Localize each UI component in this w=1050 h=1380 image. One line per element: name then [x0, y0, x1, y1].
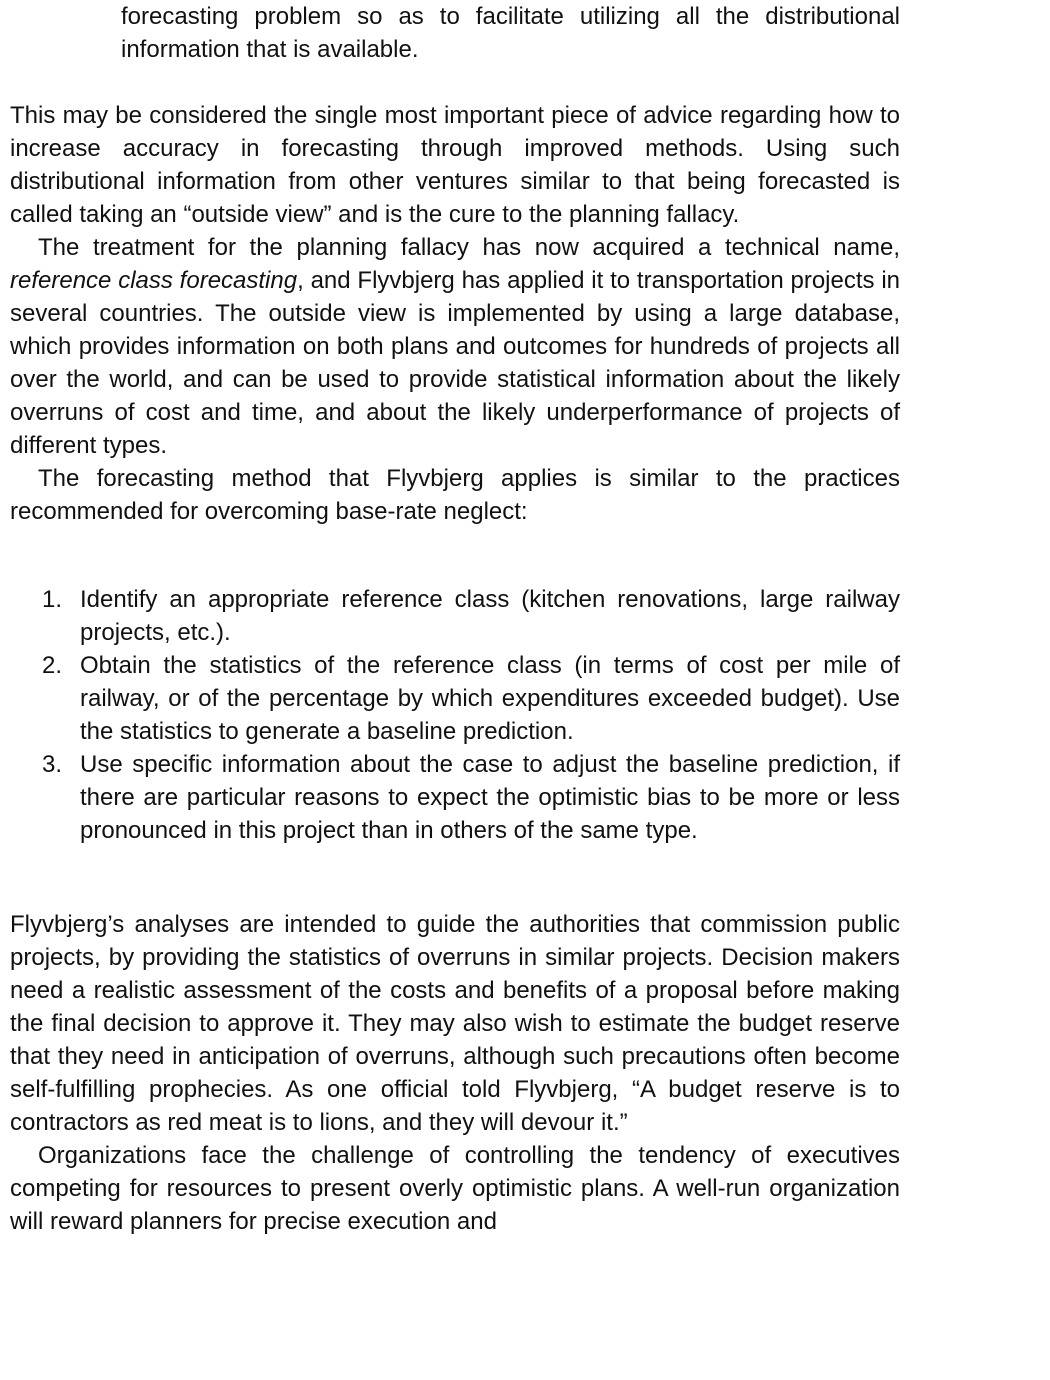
paragraph-organizations: Organizations face the challenge of controlling the tendency of executives competing for resources to present overly optimistic plans. A well-run organization will reward planners for precise execution and [10, 1142, 900, 1235]
list-item [10, 649, 900, 748]
list-item-text: Use specific information about the case to adjust the baseline prediction, if there are particular reasons to expect the optimistic bias to be more or less pronounced in this project than in others of the same type. [80, 751, 900, 844]
list-item [10, 748, 900, 847]
paragraph-outside-view: This may be considered the single most important piece of advice regarding how to increase accuracy in forecasting through improved methods. Using such distributional information from other ventures similar to that being forecasted is called taking an “outside view” and is the cure to the planning fallacy. [10, 102, 900, 228]
list-item-number: 1. [42, 586, 63, 613]
steps-list [10, 583, 900, 847]
paragraph-reference-class-rest: , and Flyvbjerg has applied it to transportation projects in several countries. The outside view is implemented by using a large database, which provides information on both plans and outcomes for hundreds of projects all over the world, and can be used to provide statistical information about the likely overruns of cost and time, and about the likely underperformance of projects of different types. [10, 267, 900, 459]
term-reference-class-forecasting: reference class forecasting [10, 267, 298, 294]
block-quote-continuation: forecasting problem so as to facilitate utilizing all the distributional information that is available. [121, 3, 900, 63]
spacer [10, 528, 900, 583]
list-item-text: Identify an appropriate reference class (kitchen renovations, large railway projects, etc.). [80, 586, 900, 646]
list-item-number: 3. [42, 751, 63, 778]
paragraph-method-intro: The forecasting method that Flyvbjerg applies is similar to the practices recommended for overcoming base-rate neglect: [10, 465, 900, 525]
list-item-number: 2. [42, 652, 63, 679]
paragraph-reference-class-lead: The treatment for the planning fallacy has now acquired a technical name, [38, 234, 900, 261]
document-page [10, 0, 900, 1238]
paragraph-flyvbjerg-analyses: Flyvbjerg’s analyses are intended to guide the authorities that commission public projects, by providing the statistics of overruns in similar projects. Decision makers need a realistic assessment of the costs and benefits of a proposal before making the final decision to approve it. They may also wish to estimate the budget reserve that they need in anticipation of overruns, although such precautions often become self-fulfilling prophecies. As one official told Flyvbjerg, “A budget reserve is to contractors as red meat is to lions, and they will devour it.” [10, 911, 900, 1136]
spacer [10, 66, 900, 99]
spacer [10, 847, 900, 908]
paragraph-reference-class [10, 231, 900, 462]
list-item-text: Obtain the statistics of the reference class (in terms of cost per mile of railway, or of the percentage by which expenditures exceeded budget). Use the statistics to generate a baseline prediction. [80, 652, 900, 745]
list-item [10, 583, 900, 649]
